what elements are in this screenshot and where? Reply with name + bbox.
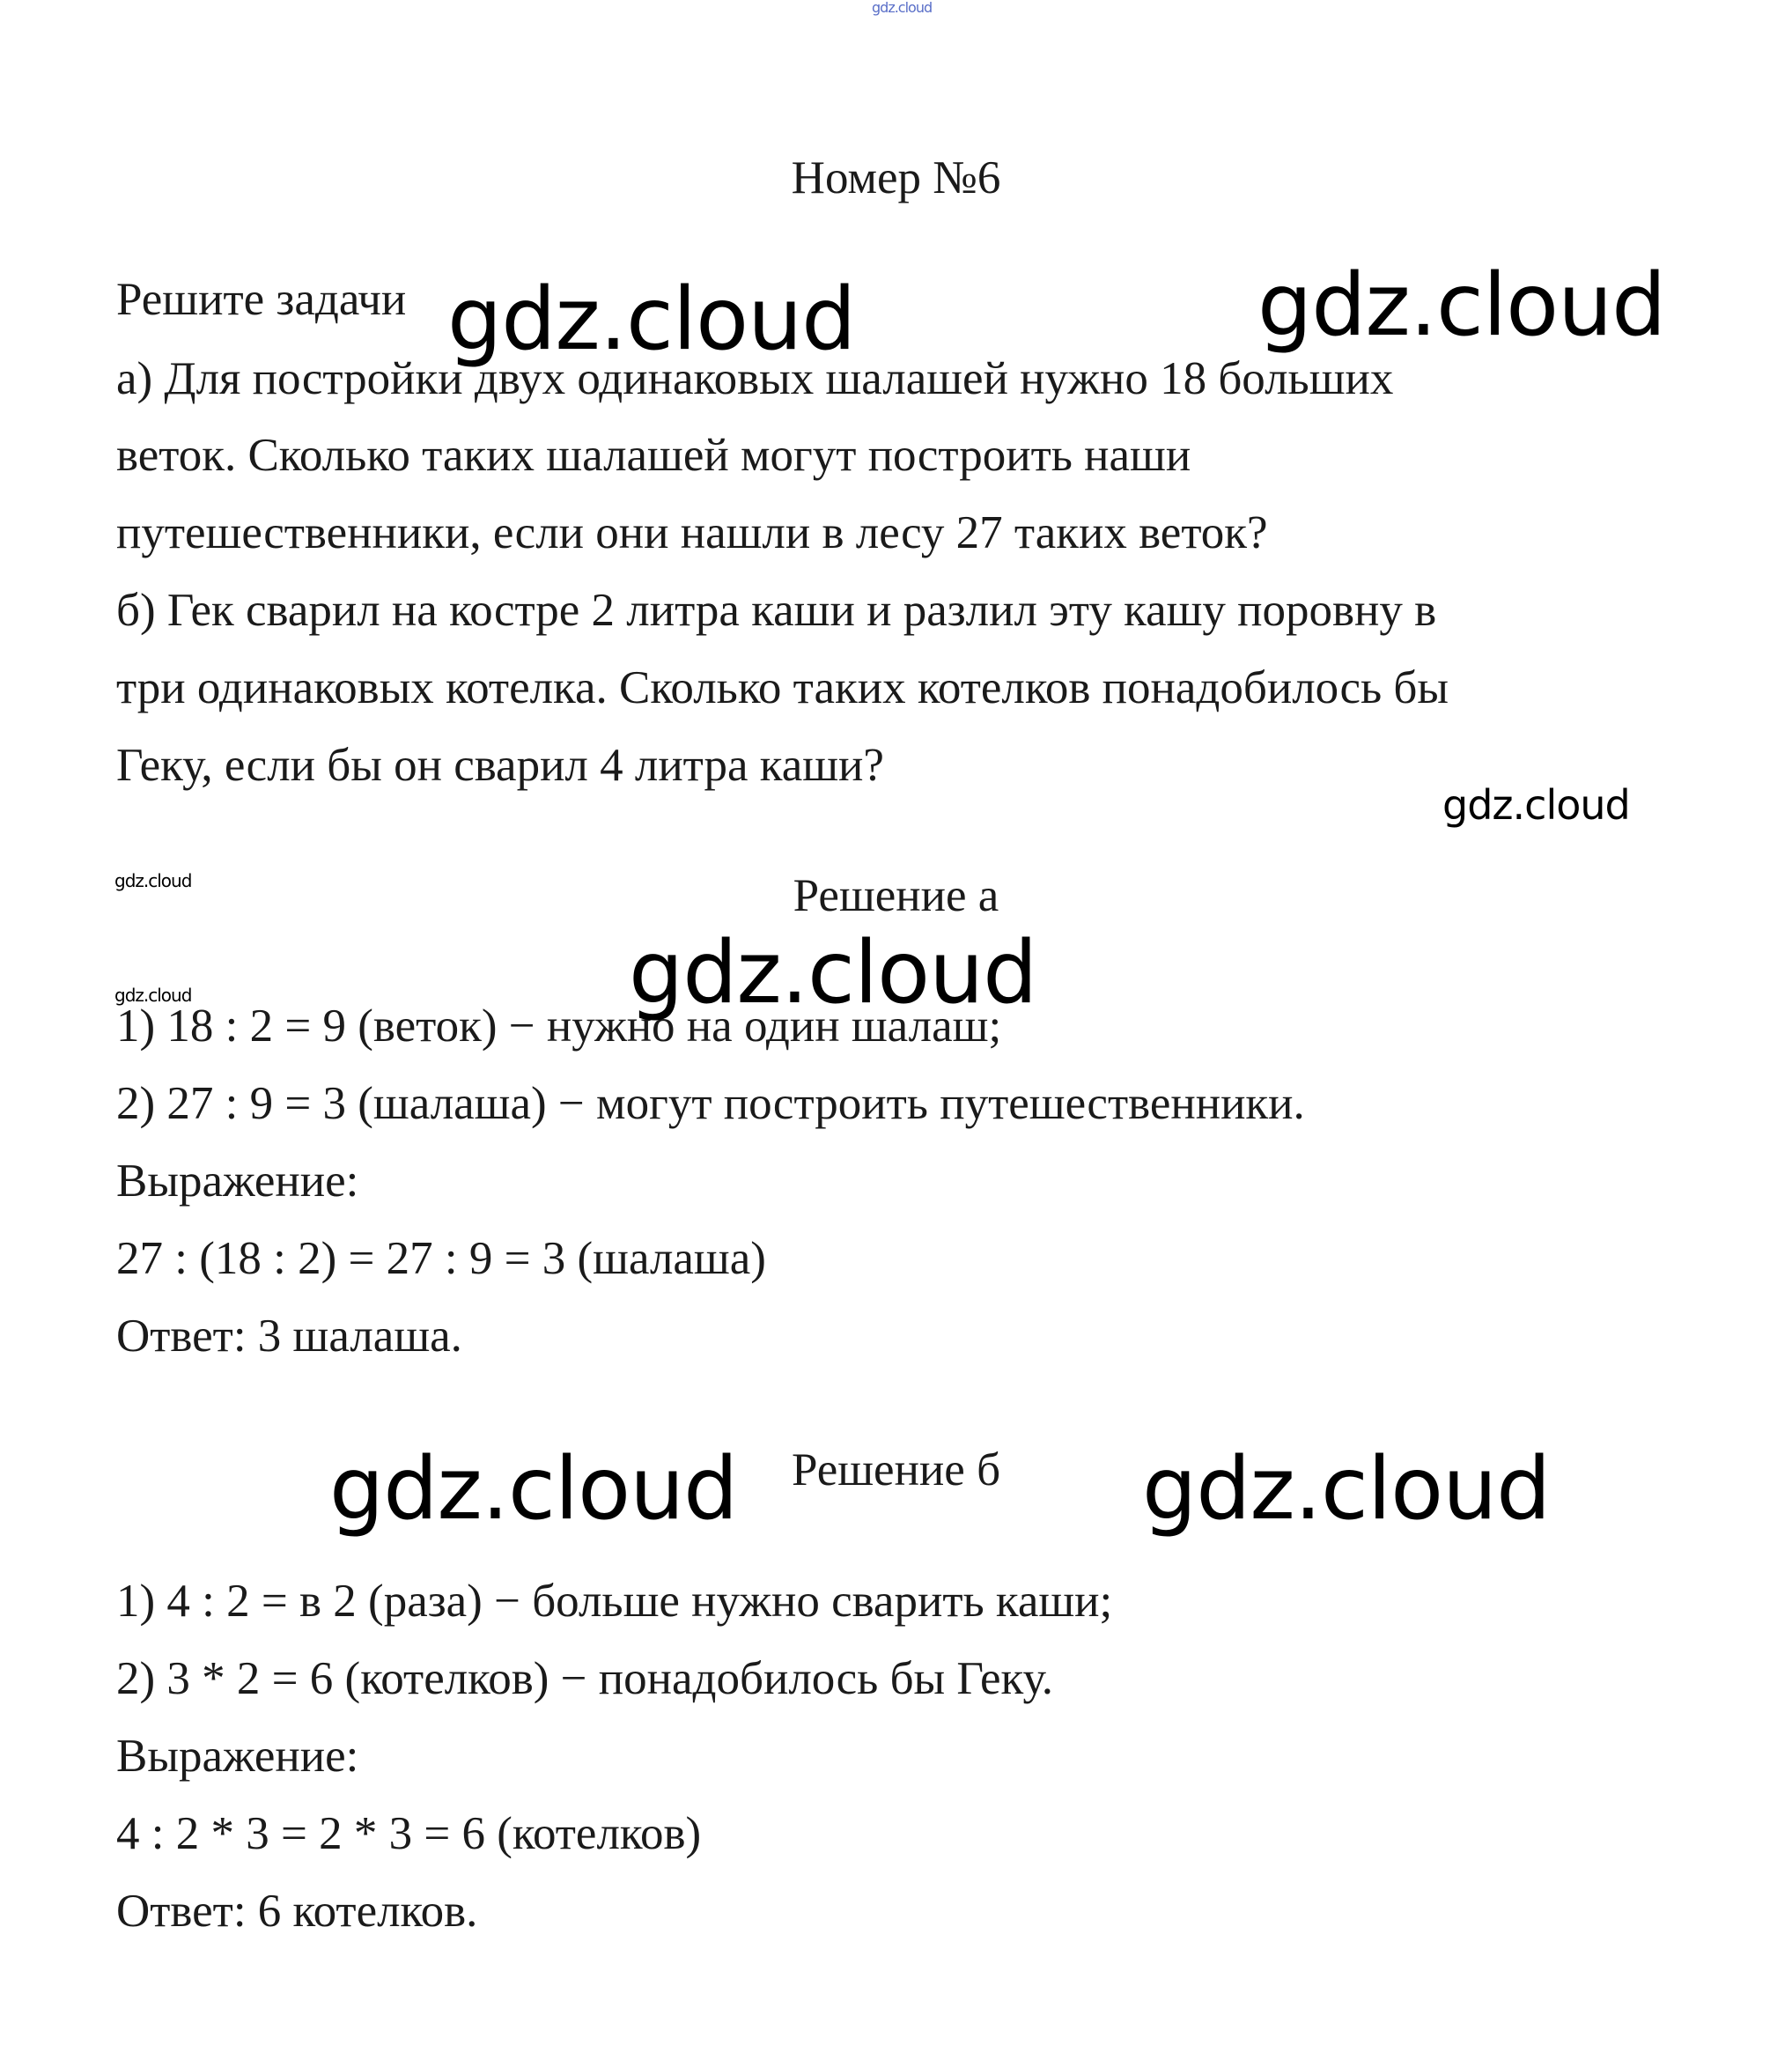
task-line: три одинаковых котелка. Сколько таких котелков понадобилось бы	[116, 662, 1449, 713]
watermark-top: gdz.cloud	[872, 0, 933, 16]
watermark: gdz.cloud	[1442, 781, 1630, 829]
solution-a-line: 1) 18 : 2 = 9 (веток) − нужно на один шалаш;	[116, 1000, 1002, 1052]
task-line: веток. Сколько таких шалашей могут построить наши	[116, 430, 1191, 481]
watermark: gdz.cloud	[629, 923, 1037, 1023]
solution-b-heading: Решение б	[791, 1444, 1001, 1495]
task-line: Геку, если бы он сварил 4 литра каши?	[116, 740, 884, 791]
watermark: gdz.cloud	[1142, 1439, 1551, 1539]
solution-b-line: 2) 3 * 2 = 6 (котелков) − понадобилось бы Геку.	[116, 1653, 1053, 1704]
watermark: gdz.cloud	[329, 1439, 738, 1539]
watermark: gdz.cloud	[447, 269, 856, 370]
task-line: а) Для постройки двух одинаковых шалашей нужно 18 больших	[116, 353, 1394, 404]
watermark: gdz.cloud	[114, 870, 192, 891]
solution-a-heading: Решение а	[793, 870, 999, 921]
solution-a-line: Ответ: 3 шалаша.	[116, 1311, 462, 1362]
solution-b-line: 1) 4 : 2 = в 2 (раза) − больше нужно сварить каши;	[116, 1576, 1113, 1627]
task-line: б) Гек сварил на костре 2 литра каши и разлил эту кашу поровну в	[116, 585, 1437, 636]
solution-b-line: Выражение:	[116, 1731, 359, 1782]
task-intro: Решите задачи	[116, 274, 407, 325]
solution-a-line: Выражение:	[116, 1156, 359, 1207]
solution-b-line: 4 : 2 * 3 = 2 * 3 = 6 (котелков)	[116, 1808, 702, 1859]
page-title: Номер №6	[791, 152, 1001, 203]
solution-b-line: Ответ: 6 котелков.	[116, 1886, 478, 1937]
watermark: gdz.cloud	[1257, 255, 1666, 356]
solution-a-line: 2) 27 : 9 = 3 (шалаша) − могут построить путешественники.	[116, 1078, 1305, 1129]
task-line: путешественники, если они нашли в лесу 27 таких веток?	[116, 507, 1268, 558]
solution-a-line: 27 : (18 : 2) = 27 : 9 = 3 (шалаша)	[116, 1233, 766, 1284]
watermark: gdz.cloud	[114, 985, 192, 1006]
